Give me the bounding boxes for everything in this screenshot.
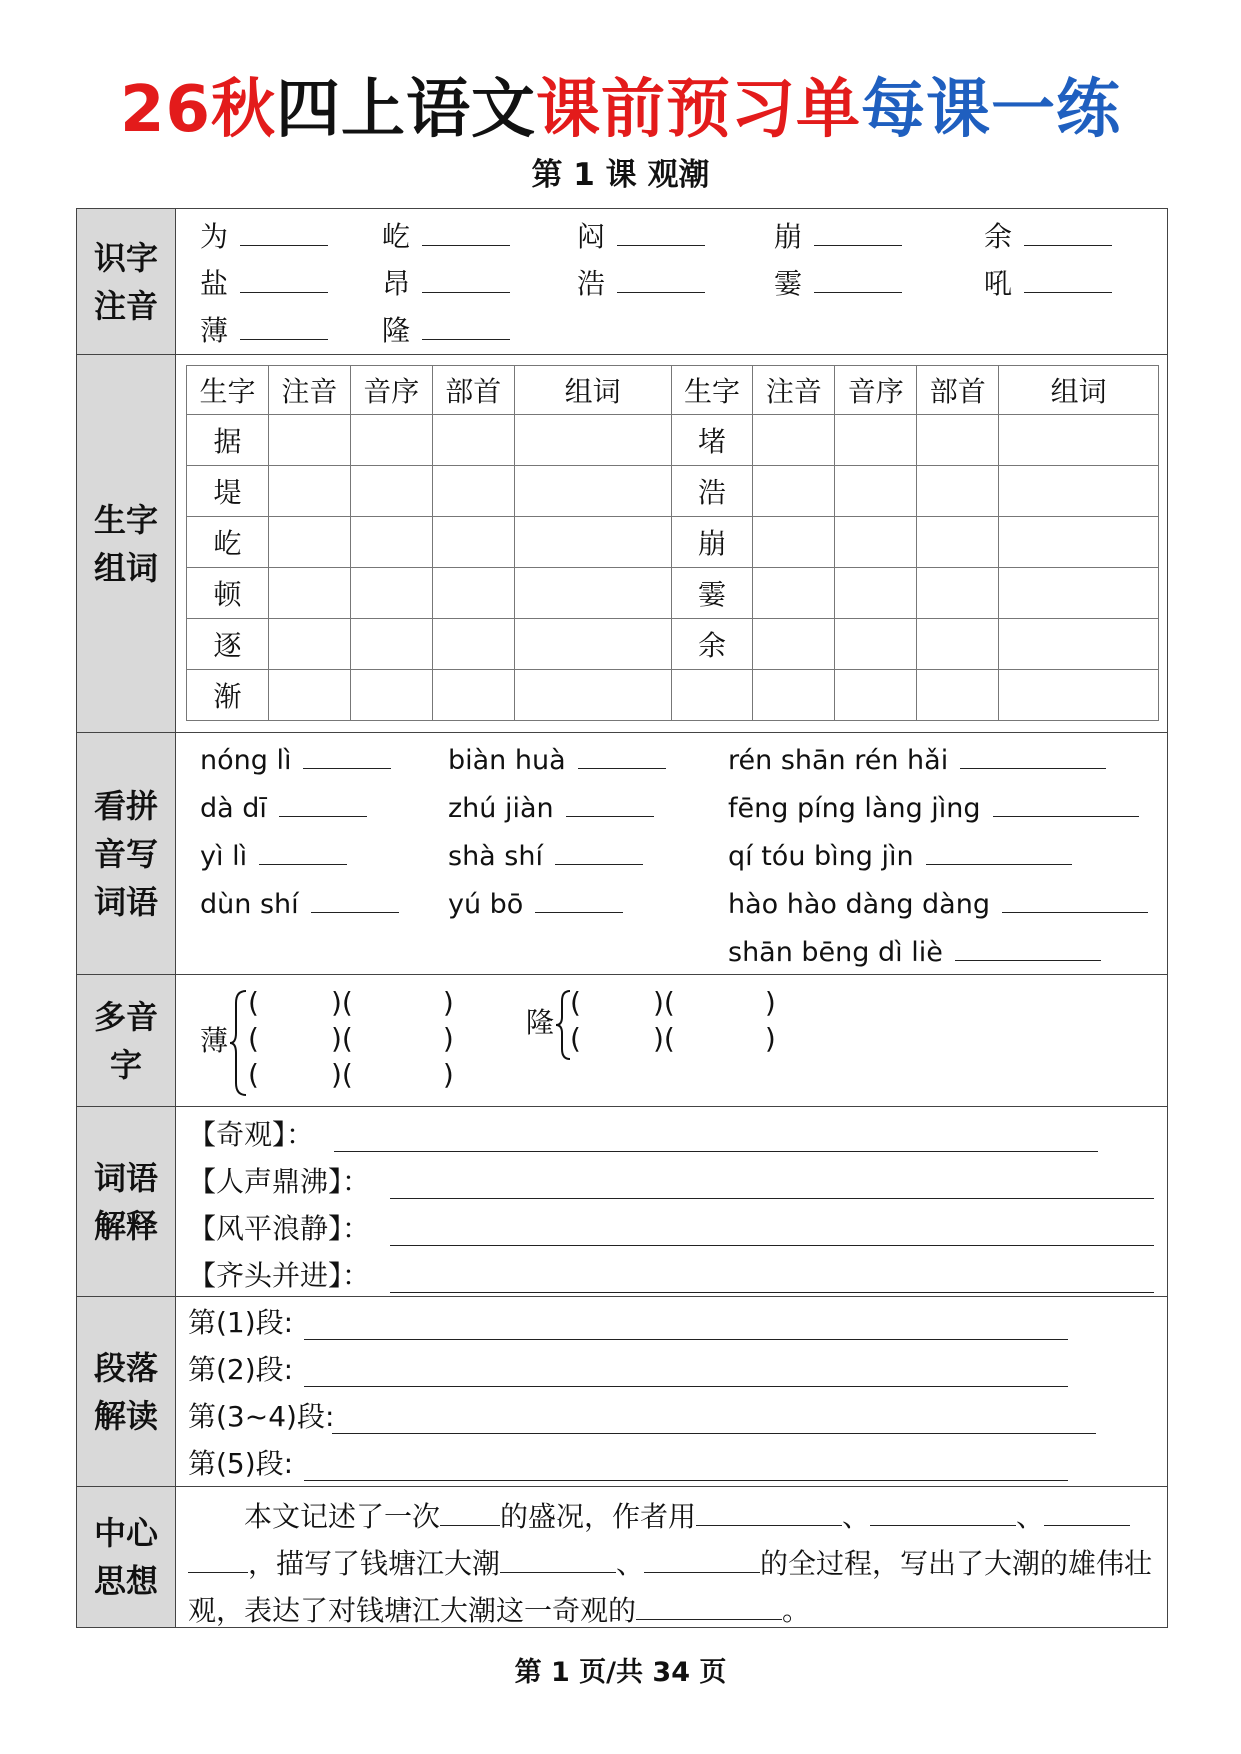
definition-label: 【齐头并进】：: [188, 1259, 371, 1292]
answer-line[interactable]: [304, 1386, 1068, 1387]
section-body: [176, 733, 1167, 974]
answer-line[interactable]: [304, 1480, 1068, 1481]
section-kanpin: [77, 733, 1167, 975]
section-shizi: [77, 209, 1167, 355]
pinyin-item[interactable]: 屹: [382, 217, 510, 257]
pinyin-item[interactable]: 薄: [200, 311, 328, 351]
polyphone-char: 薄: [200, 1024, 229, 1057]
pinyin-item[interactable]: 闷: [577, 217, 705, 257]
section-label: 识字 注音: [77, 209, 176, 354]
pinyin-item[interactable]: 崩: [774, 217, 902, 257]
pinyin-item[interactable]: 浩: [577, 264, 705, 304]
pinyin-word[interactable]: rén shān rén hǎi: [728, 741, 1106, 781]
pinyin-item[interactable]: 霎: [774, 264, 902, 304]
left-brace-icon: [228, 989, 250, 1097]
table-row: 据 堵: [187, 415, 1159, 466]
answer-line[interactable]: [334, 1151, 1098, 1152]
section-label: 多音 字: [77, 975, 176, 1106]
page-footer: 第 1 页/共 34 页: [514, 1657, 727, 1688]
table-header-row: 生字 注音 音序 部首 组词 生字 注音 音序 部首 组词: [187, 366, 1159, 415]
page-title: 26秋四上语文课前预习单每课一练: [119, 73, 1122, 147]
worksheet: [76, 208, 1168, 1628]
character-table: [186, 365, 1159, 721]
pinyin-word[interactable]: biàn huà: [448, 741, 666, 781]
definition-label: 【风平浪静】：: [188, 1212, 371, 1245]
polyphone-row[interactable]: ( )( ): [248, 1022, 454, 1055]
lesson-title: 第 1 课 观潮: [531, 157, 710, 193]
section-body: [176, 1487, 1167, 1627]
pinyin-item[interactable]: 隆: [382, 311, 510, 351]
section-body: [176, 1107, 1167, 1296]
pinyin-word[interactable]: dùn shí: [200, 885, 399, 925]
paragraph-label: 第(3~4)段:: [188, 1400, 335, 1433]
answer-blank[interactable]: [440, 1499, 500, 1526]
table-row: 屹 崩: [187, 517, 1159, 568]
pinyin-word[interactable]: nóng lì: [200, 741, 391, 781]
paragraph-label: 第(1)段:: [188, 1306, 294, 1339]
table-row: 逐 余: [187, 619, 1159, 670]
central-idea-text: 本文记述了一次 的盛况，作者用 、 、 ，描写了钱塘江大潮 、 的全过程，写出了大潮的雄伟壮观，表达了对钱塘江大潮这一奇观的 。: [188, 1500, 1153, 1627]
answer-blank[interactable]: [870, 1499, 1016, 1526]
section-duoyin: [77, 975, 1167, 1107]
pinyin-word[interactable]: hào hào dàng dàng: [728, 885, 1148, 925]
section-body: [176, 355, 1167, 732]
polyphone-row[interactable]: ( )( ): [248, 1058, 454, 1091]
definition-label: 【人声鼎沸】：: [188, 1165, 371, 1198]
polyphone-row[interactable]: ( )( ): [248, 986, 454, 1019]
pinyin-word[interactable]: dà dī: [200, 789, 367, 829]
pinyin-word[interactable]: shà shí: [448, 837, 643, 877]
pinyin-word[interactable]: shān bēng dì liè: [728, 933, 1101, 973]
paragraph-label: 第(2)段:: [188, 1353, 294, 1386]
answer-line[interactable]: [390, 1292, 1154, 1293]
section-shengzi: [77, 355, 1167, 733]
polyphone-char: 隆: [526, 1006, 555, 1039]
pinyin-word[interactable]: zhú jiàn: [448, 789, 654, 829]
polyphone-row[interactable]: ( )( ): [570, 986, 776, 1019]
answer-line[interactable]: [390, 1198, 1154, 1199]
table-row: 渐: [187, 670, 1159, 721]
section-body: [176, 1297, 1167, 1486]
answer-blank[interactable]: [644, 1546, 760, 1573]
section-label: 词语 解释: [77, 1107, 176, 1296]
pinyin-word[interactable]: yú bō: [448, 885, 623, 925]
pinyin-word[interactable]: qí tóu bìng jìn: [728, 837, 1072, 877]
pinyin-item[interactable]: 盐: [200, 264, 328, 304]
definition-label: 【奇观】：: [188, 1118, 315, 1151]
pinyin-word[interactable]: fēng píng làng jìng: [728, 789, 1139, 829]
section-label: 生字 组词: [77, 355, 176, 732]
section-duanluo: [77, 1297, 1167, 1487]
section-body: [176, 975, 1167, 1106]
answer-blank[interactable]: [696, 1499, 842, 1526]
section-label: 看拼 音写 词语: [77, 733, 176, 974]
section-body: [176, 209, 1167, 354]
paragraph-label: 第(5)段:: [188, 1447, 294, 1480]
pinyin-item[interactable]: 昂: [382, 264, 510, 304]
polyphone-row[interactable]: ( )( ): [570, 1022, 776, 1055]
pinyin-item[interactable]: 吼: [984, 264, 1112, 304]
answer-blank[interactable]: [500, 1546, 616, 1573]
section-label: 中心 思想: [77, 1487, 176, 1627]
answer-blank[interactable]: [636, 1593, 782, 1620]
answer-blank[interactable]: [188, 1546, 248, 1573]
section-zhongxin: [77, 1487, 1167, 1627]
pinyin-item[interactable]: 余: [984, 217, 1112, 257]
section-ciyu: [77, 1107, 1167, 1297]
answer-line[interactable]: [304, 1339, 1068, 1340]
pinyin-word[interactable]: yì lì: [200, 837, 347, 877]
section-label: 段落 解读: [77, 1297, 176, 1486]
answer-line[interactable]: [332, 1433, 1096, 1434]
table-row: 堤 浩: [187, 466, 1159, 517]
pinyin-item[interactable]: 为: [200, 217, 328, 257]
table-row: 顿 霎: [187, 568, 1159, 619]
answer-line[interactable]: [390, 1245, 1154, 1246]
answer-blank[interactable]: [1044, 1499, 1130, 1526]
